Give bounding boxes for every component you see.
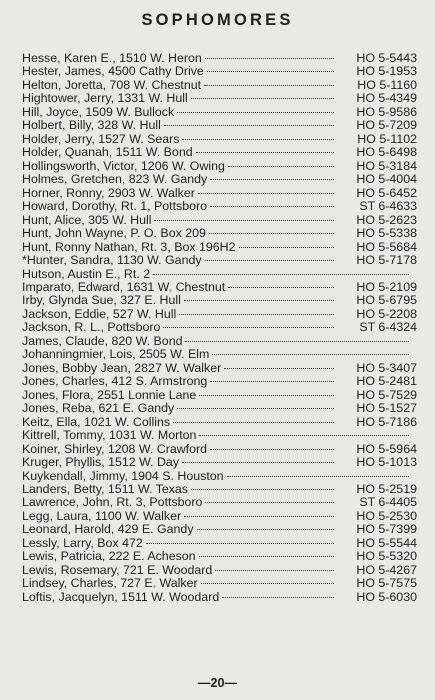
student-name-address: Hunt, John Wayne, P. O. Box 209 [22,226,206,241]
dotted-leader [198,193,334,194]
student-directory-list [22,52,417,604]
dotted-leader [197,529,334,530]
dotted-leader [227,476,409,477]
directory-entry [22,308,417,321]
student-name-address: Holbert, Billy, 328 W. Hull [22,118,161,133]
student-name-address: Hesse, Karen E., 1510 W. Heron [22,51,202,65]
dotted-leader [182,139,334,140]
dotted-leader [210,381,334,382]
directory-entry [22,187,417,200]
directory-entry [22,362,417,375]
dotted-leader [210,179,334,180]
directory-entry [22,510,417,523]
student-name-address: Howard, Dorothy, Rt. 1, Pottsboro [22,199,208,214]
student-name-address: Leonard, Harold, 429 E. Gandy [22,522,194,537]
student-name-address: Loftis, Jacquelyn, 1511 W. Woodard [22,589,220,604]
student-name-address: Legg, Laura, 1100 W. Walker [22,508,182,523]
dotted-leader [204,85,334,86]
dotted-leader [184,516,334,517]
directory-entry [22,335,417,348]
phone-number: HO 5-5684 [356,239,417,254]
student-name-address: Lawrence, John, Rt. 3, Pottsboro [22,495,203,510]
dotted-leader [224,368,334,369]
student-name-address: Horner, Ronny, 2903 W. Walker [22,185,195,200]
dotted-leader [228,166,334,167]
dotted-leader [191,98,334,99]
dotted-leader [239,247,334,248]
dotted-leader [191,489,334,490]
student-name-address: *Hunter, Sandra, 1130 W. Gandy [22,253,202,268]
dotted-leader [209,233,334,234]
directory-entry [22,321,417,334]
phone-number: HO 5-5338 [356,226,417,241]
phone-number: HO 5-7529 [356,387,417,402]
phone-number: HO 5-2519 [356,482,417,496]
dotted-leader [177,408,334,409]
student-name-address: Kuykendall, Jimmy, 1904 S. Houston [22,468,224,483]
directory-entry [22,348,417,361]
student-name-address: Holmes, Gretchen, 823 W. Gandy [22,172,208,187]
directory-entry [22,65,417,78]
directory-entry [22,92,417,105]
dotted-leader [222,597,334,598]
dotted-leader [164,125,334,126]
directory-entry [22,133,417,146]
student-name-address: Jones, Charles, 412 S. Armstrong [22,374,208,389]
phone-number: HO 5-5544 [356,535,417,550]
phone-number: HO 5-1013 [356,455,417,470]
phone-number: HO 5-2530 [356,508,417,523]
phone-number: HO 5-7178 [356,253,417,268]
dotted-leader [199,395,334,396]
student-name-address: Johanningmier, Lois, 2505 W. Elm [22,347,210,362]
student-name-address: Hester, James, 4500 Cathy Drive [22,64,204,79]
student-name-address: Hollingsworth, Victor, 1206 W. Owing [22,158,225,173]
dotted-leader [184,300,334,301]
directory-entry [22,375,417,388]
directory-entry [22,456,417,469]
directory-entry [22,281,417,294]
student-name-address: Lindsey, Charles, 727 E. Walker [22,576,198,591]
student-name-address: Irby, Glynda Sue, 327 E. Hull [22,293,181,308]
student-name-address: Lewis, Patricia, 222 E. Acheson [22,549,196,564]
phone-number: HO 5-6452 [356,185,417,200]
student-name-address: Landers, Betty, 1511 W. Texas [22,482,188,496]
dotted-leader [146,543,334,544]
dotted-leader [210,449,334,450]
phone-number: HO 5-7186 [356,414,417,429]
phone-number: HO 5-6498 [356,145,417,160]
dotted-leader [153,274,409,275]
phone-number: HO 5-7399 [356,522,417,537]
phone-number: ST 6-4633 [359,199,417,214]
phone-number: HO 5-2623 [356,212,417,227]
student-name-address: Jones, Flora, 2551 Lonnie Lane [22,387,197,402]
phone-number: HO 5-7209 [356,118,417,133]
directory-entry [22,160,417,173]
phone-number: HO 5-5443 [356,51,417,65]
dotted-leader [163,327,334,328]
directory-entry [22,241,417,254]
directory-entry [22,496,417,509]
phone-number: HO 5-5964 [356,441,417,456]
dotted-leader [173,422,334,423]
directory-entry [22,227,417,240]
directory-entry [22,173,417,186]
directory-entry [22,254,417,267]
student-name-address: Kittrell, Tommy, 1031 W. Morton [22,428,197,443]
dotted-leader [199,435,409,436]
phone-number: HO 5-3407 [356,360,417,375]
directory-entry [22,389,417,402]
dotted-leader [215,570,334,571]
phone-number: HO 5-1102 [357,131,417,146]
phone-number: HO 5-3184 [356,158,417,173]
directory-entry [22,200,417,213]
dotted-leader [212,354,409,355]
dotted-leader [182,462,334,463]
phone-number: HO 5-1527 [356,401,417,416]
dotted-leader [205,58,334,59]
dotted-leader [196,152,334,153]
phone-number: HO 5-4004 [356,172,417,187]
student-name-address: Holder, Quanah, 1511 W. Bond [22,145,193,160]
student-name-address: Jackson, R. L., Pottsboro [22,320,161,335]
page-number: —20— [198,676,237,690]
dotted-leader [207,71,334,72]
phone-number: HO 5-4267 [356,562,417,577]
phone-number: ST 6-4324 [359,320,417,335]
phone-number: HO 5-6030 [356,589,417,604]
phone-number: HO 5-2481 [356,374,417,389]
directory-entry [22,577,417,590]
student-name-address: Hightower, Jerry, 1331 W. Hull [22,91,188,106]
dotted-leader [199,556,334,557]
student-name-address: Imparato, Edward, 1631 W. Chestnut [22,279,226,294]
directory-entry [22,119,417,132]
phone-number: HO 5-5320 [356,549,417,564]
phone-number: HO 5-1953 [356,64,417,79]
directory-entry [22,106,417,119]
directory-entry [22,550,417,563]
student-name-address: Hunt, Ronny Nathan, Rt. 3, Box 196H2 [22,239,236,254]
directory-entry [22,429,417,442]
dotted-leader [179,314,334,315]
student-name-address: Hutson, Austin E., Rt. 2 [22,266,151,281]
directory-entry [22,402,417,415]
dotted-leader [185,341,409,342]
directory-entry [22,483,417,496]
directory-entry [22,268,417,281]
student-name-address: Jones, Reba, 621 E. Gandy [22,401,175,416]
directory-entry [22,52,417,65]
phone-number: ST 6-4405 [359,495,417,510]
directory-entry [22,443,417,456]
phone-number: HO 5-2109 [356,279,417,294]
student-name-address: Jones, Bobby Jean, 2827 W. Walker [22,360,222,375]
dotted-leader [201,583,334,584]
directory-entry [22,470,417,483]
directory-entry [22,523,417,536]
student-name-address: Helton, Joretta, 708 W. Chestnut [22,77,202,92]
student-name-address: Lessly, Larry, Box 472 [22,535,143,550]
student-name-address: Kruger, Phyllis, 1512 W. Day [22,455,180,470]
phone-number: HO 5-9586 [356,104,417,119]
phone-number: HO 5-4349 [356,91,417,106]
directory-entry [22,537,417,550]
student-name-address: James, Claude, 820 W. Bond [22,333,183,348]
dotted-leader [228,287,334,288]
directory-entry [22,416,417,429]
dotted-leader [210,206,334,207]
directory-entry [22,146,417,159]
dotted-leader [154,220,334,221]
student-name-address: Hunt, Alice, 305 W. Hull [22,212,152,227]
student-name-address: Koiner, Shirley, 1208 W. Crawford [22,441,208,456]
section-heading: SOPHOMORES [141,11,294,29]
directory-entry [22,564,417,577]
dotted-leader [205,260,334,261]
dotted-leader [177,112,334,113]
student-name-address: Jackson, Eddie, 527 W. Hull [22,306,177,321]
phone-number: HO 5-1160 [357,77,417,92]
phone-number: HO 5-6795 [356,293,417,308]
student-name-address: Lewis, Rosemary, 721 E. Woodard [22,562,213,577]
directory-entry [22,79,417,92]
directory-entry [22,591,417,604]
directory-entry [22,294,417,307]
dotted-leader [205,502,334,503]
student-name-address: Hill, Joyce, 1509 W. Bullock [22,104,175,119]
phone-number: HO 5-2208 [356,306,417,321]
student-name-address: Keitz, Ella, 1021 W. Collins [22,414,171,429]
student-name-address: Holder, Jerry, 1527 W. Sears [22,131,180,146]
phone-number: HO 5-7575 [356,576,417,591]
directory-entry [22,214,417,227]
